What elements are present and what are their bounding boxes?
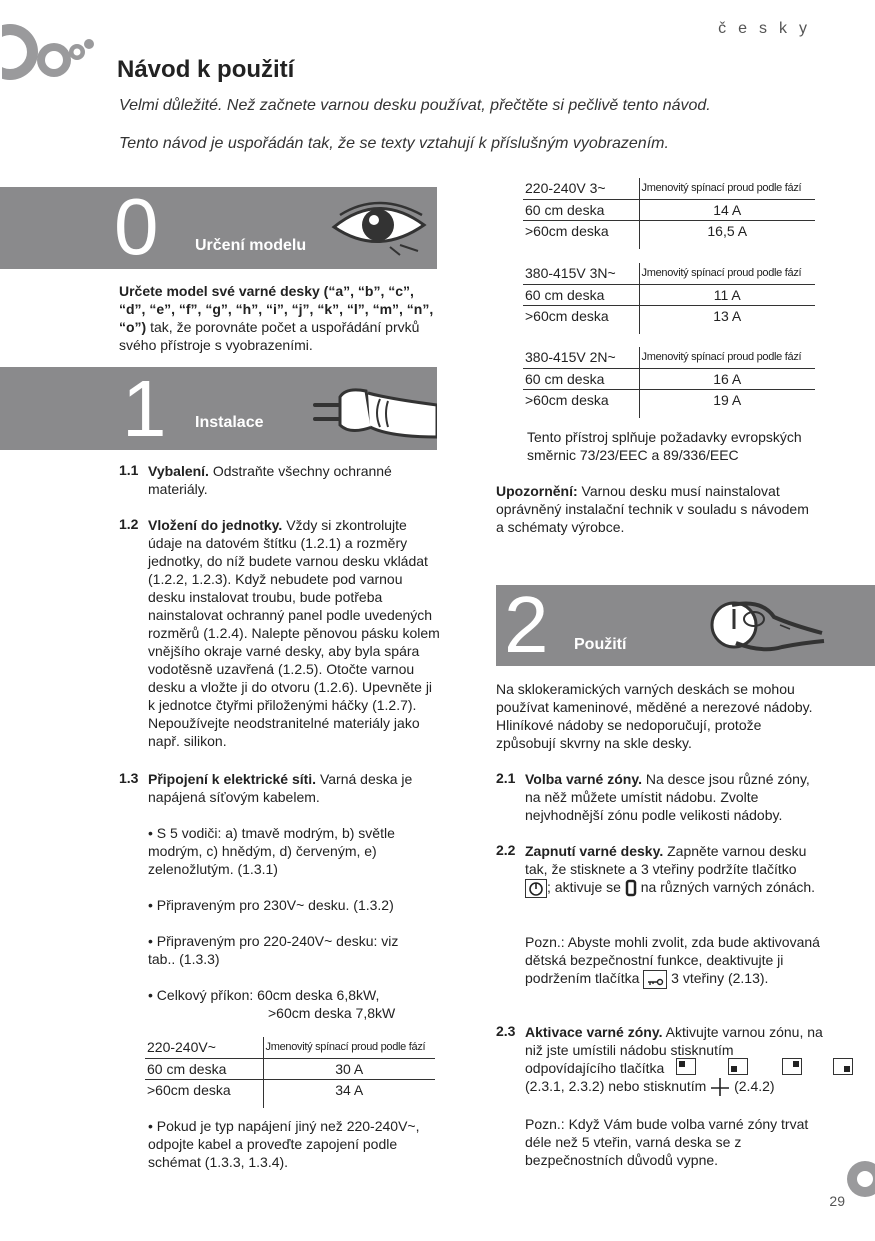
- section-2-intro: Na sklokeramických varných deskách se mohou používat kameninové, měděné a nerezové nádoby. Hliníkové nádoby se nedoporučují, protože způsobují skvrny na skle desky.: [496, 681, 813, 751]
- table-row-label: >60cm deska: [523, 220, 639, 249]
- power-button-icon: [525, 879, 547, 898]
- section-1-header: [0, 364, 437, 453]
- section-1-label: Instalace: [195, 414, 264, 431]
- table-row-label: >60cm deska: [523, 389, 639, 418]
- table-row-label: 60 cm deska: [523, 199, 639, 220]
- item-2-3-note: Pozn.: Když Vám bude volba varné zóny trvat déle než 5 vteřin, varná deska se z bezpečnostních důvodů vypne.: [525, 1116, 809, 1168]
- section-0-number: 0: [114, 182, 159, 271]
- table-row-label: 60 cm deska: [523, 368, 639, 389]
- table-row-value: 13 A: [713, 307, 742, 324]
- item-1-3-number: 1.3: [119, 770, 139, 786]
- zero-display-icon: [625, 879, 637, 897]
- item-2-2-note-b: 3 vteřiny (2.13).: [671, 970, 769, 986]
- bullet-power-60: • Celkový příkon: 60cm deska 6,8kW,: [148, 987, 380, 1003]
- intro-important: Velmi důležité. Než začnete varnou desku používat, přečtěte si pečlivě tento návod.: [119, 97, 711, 114]
- section-0-header: [0, 182, 437, 271]
- item-1-3: [148, 770, 438, 806]
- table-row-value: 16 A: [639, 368, 815, 389]
- item-2-3-number: 2.3: [496, 1023, 516, 1039]
- power-table-220-240v: [145, 1037, 435, 1108]
- table-row-label: 60 cm deska: [145, 1058, 263, 1079]
- finger-press-icon: [702, 595, 827, 657]
- table-voltage: 380-415V 2N~: [523, 347, 639, 368]
- zone-button-bottom-left-icon: [728, 1058, 748, 1075]
- item-1-2: [148, 516, 440, 750]
- item-2-3-line2: [525, 1077, 825, 1097]
- item-1-1-number: 1.1: [119, 462, 139, 478]
- table-voltage: 220-240V 3~: [523, 178, 639, 199]
- section-0-text-bold: Určete model své varné desky (“a”, “b”, “c”, “d”, “e”, “f”, “g”, “h”, “i”, “j”, “k”, “l”, “m”, “n”, “o”): [119, 283, 434, 335]
- item-2-2-note-a: Pozn.: Abyste mohli zvolit, zda bude aktivovaná dětská bezpečnostní funkce, deaktivujte ji podržením tlačítka: [525, 934, 820, 986]
- section-0-text-rest: tak, že porovnáte počet a uspořádání prvků svého přístroje s vyobrazeními.: [119, 319, 420, 353]
- item-2-3-text-a: Aktivujte varnou zónu, na niž jste umístili nádobu stisknutím odpovídajícího tlačítka: [525, 1024, 823, 1076]
- item-2-2-text-b: ; aktivuje se: [547, 879, 621, 895]
- item-1-2-text: Vždy si zkontrolujte údaje na datovém štítku (1.2.1) a rozměry jednotky, do níž budete varnou desku vkládat (1.2.2, 1.2.3). Když nebudete pod varnou desku instalovat troubu, bude potřeba nainstalovat ochranný panel podle uvedených rozměrů (1.2.4). Nalepte pěnovou pásku kolem vnějšího okraje varné desky, aby byla spára vodotěsně uzavřená (1.2.5). Otočte varnou desku a vložte ji do otvoru (1.2.6). Upevněte ji k jednotce čtyřmi přiloženými háčky (1.2.7). Nepoužívejte neodstranitelné materiály jako např. silikon.: [148, 517, 440, 749]
- section-0-text: [119, 282, 437, 354]
- item-2-3-text-b: (2.3.1, 2.3.2) nebo stisknutím: [525, 1078, 707, 1094]
- intro-structure: Tento návod je uspořádán tak, že se texty vztahují k příslušným vyobrazením.: [119, 135, 669, 152]
- zone-button-bottom-right-icon: [833, 1058, 853, 1075]
- brand-logo-icon: [0, 18, 100, 98]
- bullet-wiring-5: • S 5 vodiči: a) tmavě modrým, b) světle modrým, c) hnědým, d) červeným, e) zelenožlutým. (1.3.1): [148, 825, 395, 877]
- item-2-2-number: 2.2: [496, 842, 516, 858]
- item-2-3-text-c: (2.4.2): [734, 1078, 775, 1094]
- item-2-1-number: 2.1: [496, 770, 516, 786]
- table-row-label: 60 cm deska: [523, 284, 639, 305]
- item-2-2-title: Zapnutí varné desky.: [525, 843, 664, 859]
- page-number: 29: [829, 1193, 845, 1209]
- item-1-1: [148, 462, 438, 498]
- compliance-note: Tento přístroj splňuje požadavky evropských směrnic 73/23/EEC a 89/336/EEC: [527, 429, 802, 463]
- item-2-3-title: Aktivace varné zóny.: [525, 1024, 663, 1040]
- section-0-label: Určení modelu: [195, 237, 307, 254]
- item-2-3: [525, 1023, 825, 1077]
- section-2-header: [496, 580, 875, 669]
- section-2-number: 2: [504, 580, 549, 669]
- zone-button-top-left-icon: [676, 1058, 696, 1075]
- table-condition: Jmenovitý spínací proud podle fází: [639, 263, 815, 284]
- zone-button-top-right-icon: [782, 1058, 802, 1075]
- table-row-value: 34 A: [335, 1081, 364, 1098]
- table-condition: Jmenovitý spínací proud podle fází: [639, 347, 815, 368]
- table-voltage: 220-240V~: [145, 1037, 263, 1058]
- item-1-3-text: Varná deska je napájená síťovým kabelem.: [148, 771, 413, 805]
- table-condition: Jmenovitý spínací proud podle fází: [263, 1037, 435, 1058]
- power-table-2n: [523, 347, 815, 418]
- section-1-number: 1: [122, 364, 167, 453]
- section-2-label: Použití: [574, 636, 627, 653]
- logo-circle-icon: [843, 1160, 875, 1198]
- bullet-other-supply: • Pokud je typ napájení jiný než 220-240V~, odpojte kabel a proveďte zapojení podle schémat (1.3.3, 1.3.4).: [148, 1118, 420, 1170]
- table-row-value: 16,5 A: [707, 222, 748, 239]
- warning-note: [496, 482, 814, 536]
- item-2-1: [525, 770, 821, 824]
- eye-icon: [330, 195, 430, 257]
- table-row-label: >60cm deska: [523, 305, 639, 334]
- bullet-230v: • Připraveným pro 230V~ desku. (1.3.2): [148, 897, 394, 913]
- plug-icon: [310, 379, 437, 443]
- page-title: Návod k použití: [117, 56, 295, 83]
- item-1-1-title: Vybalení.: [148, 463, 209, 479]
- warning-title: Upozornění:: [496, 483, 578, 499]
- table-row-label: >60cm deska: [145, 1079, 263, 1108]
- item-2-2: [525, 842, 825, 898]
- item-2-1-title: Volba varné zóny.: [525, 771, 642, 787]
- item-1-1-text: Odstraňte všechny ochranné materiály.: [148, 463, 392, 497]
- table-row-value: 19 A: [713, 391, 742, 408]
- table-voltage: 380-415V 3N~: [523, 263, 639, 284]
- item-1-2-title: Vložení do jednotky.: [148, 517, 283, 533]
- table-row-value: 14 A: [639, 199, 815, 220]
- power-table-3n: [523, 263, 815, 334]
- warning-text: Varnou desku musí nainstalovat oprávněný instalační technik v souladu s návodem a schématy výrobce.: [496, 483, 809, 535]
- table-condition: Jmenovitý spínací proud podle fází: [639, 178, 815, 199]
- item-2-1-text: Na desce jsou různé zóny, na něž můžete umístit nádobu. Zvolte nejvhodnější zónu podle velikosti nádoby.: [525, 771, 810, 823]
- item-1-2-number: 1.2: [119, 516, 139, 532]
- table-row-value: 11 A: [639, 284, 815, 305]
- item-2-2-text-a: Zapněte varnou desku tak, že stisknete a 3 vteřiny podržíte tlačítko: [525, 843, 807, 877]
- table-row-value: 30 A: [263, 1058, 435, 1079]
- item-1-3-title: Připojení k elektrické síti.: [148, 771, 317, 787]
- bullet-power-over60: >60cm deska 7,8kW: [268, 1005, 396, 1021]
- plus-icon: [710, 1077, 730, 1097]
- item-2-2-note: [525, 933, 825, 989]
- language-label: česky: [718, 20, 819, 37]
- item-2-2-text-c: na různých varných zónách.: [640, 879, 816, 895]
- bullet-220-240v: • Připraveným pro 220-240V~ desku: viz tab.. (1.3.3): [148, 933, 399, 967]
- power-table-3phase: [523, 178, 815, 249]
- key-lock-button-icon: [643, 970, 667, 989]
